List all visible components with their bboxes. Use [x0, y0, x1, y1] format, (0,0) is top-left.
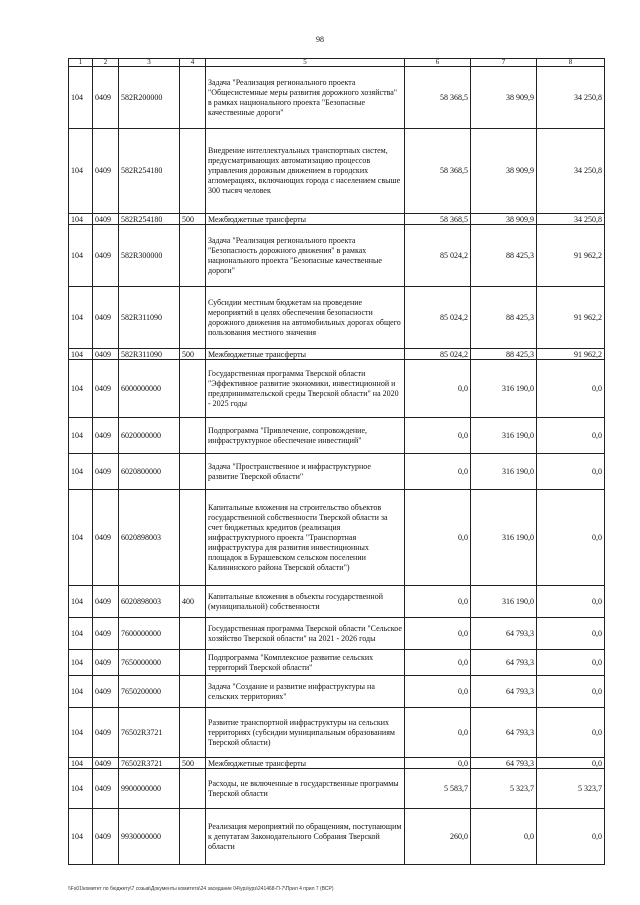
cell-amount-year3: 0,0 [537, 708, 605, 758]
table-row [69, 586, 605, 618]
cell-description: Задача "Реализация регионального проекта "Общесистемные меры развития дорожного хозяйства" в рамках национального проекта "Безопасные качественные дороги" [206, 67, 405, 129]
table-row [69, 214, 605, 225]
cell-amount-year3: 91 962,2 [537, 349, 605, 360]
cell-amount-year1: 85 024,2 [405, 225, 471, 287]
table-row [69, 490, 605, 586]
cell-amount-year3: 34 250,8 [537, 214, 605, 225]
cell-section: 104 [69, 67, 93, 129]
cell-amount-year1: 85 024,2 [405, 287, 471, 349]
cell-amount-year2: 38 909,9 [471, 214, 537, 225]
table-row [69, 225, 605, 287]
cell-expense-type [180, 618, 206, 650]
cell-description: Капитальные вложения на строительство объектов государственной собственности Тверской области за счет бюджетных кредитов (реализация инфраструктурного проекта "Транспортная инфраструктура для развития инвестиционных площадок в Бурашевском сельском поселении Калининского района Тверской области") [206, 490, 405, 586]
cell-amount-year2: 316 190,0 [471, 418, 537, 454]
table-row [69, 676, 605, 708]
cell-amount-year3: 0,0 [537, 650, 605, 676]
header-cell: 6 [405, 59, 471, 67]
table-row [69, 418, 605, 454]
cell-amount-year1: 85 024,2 [405, 349, 471, 360]
cell-expense-type [180, 650, 206, 676]
cell-target-code: 7600000000 [119, 618, 180, 650]
cell-section: 104 [69, 225, 93, 287]
cell-subsection: 0409 [93, 129, 119, 214]
cell-amount-year2: 64 793,3 [471, 618, 537, 650]
cell-amount-year3: 0,0 [537, 758, 605, 769]
cell-target-code: 582R311090 [119, 349, 180, 360]
table-row [69, 650, 605, 676]
cell-description: Субсидии местным бюджетам на проведение мероприятий в целях обеспечения безопасности дорожного движения на автомобильных дорогах общего пользования местного значения [206, 287, 405, 349]
cell-amount-year3: 0,0 [537, 676, 605, 708]
cell-amount-year1: 58 368,5 [405, 129, 471, 214]
table-row [69, 454, 605, 490]
cell-amount-year3: 0,0 [537, 454, 605, 490]
cell-subsection: 0409 [93, 708, 119, 758]
cell-expense-type [180, 809, 206, 865]
table-row [69, 618, 605, 650]
cell-amount-year2: 38 909,9 [471, 67, 537, 129]
cell-amount-year3: 0,0 [537, 809, 605, 865]
cell-amount-year3: 0,0 [537, 586, 605, 618]
cell-section: 104 [69, 708, 93, 758]
cell-expense-type: 500 [180, 349, 206, 360]
cell-amount-year2: 5 323,7 [471, 769, 537, 809]
cell-target-code: 582R200000 [119, 67, 180, 129]
cell-expense-type [180, 360, 206, 418]
table-row [69, 287, 605, 349]
cell-subsection: 0409 [93, 454, 119, 490]
cell-amount-year2: 64 793,3 [471, 650, 537, 676]
cell-expense-type [180, 67, 206, 129]
cell-description: Капитальные вложения в объекты государственной (муниципальной) собственности [206, 586, 405, 618]
cell-expense-type [180, 676, 206, 708]
cell-section: 104 [69, 490, 93, 586]
cell-expense-type [180, 490, 206, 586]
table-row [69, 360, 605, 418]
cell-target-code: 76502R3721 [119, 708, 180, 758]
cell-amount-year1: 58 368,5 [405, 214, 471, 225]
cell-amount-year3: 0,0 [537, 418, 605, 454]
cell-section: 104 [69, 454, 93, 490]
cell-section: 104 [69, 287, 93, 349]
cell-target-code: 6020000000 [119, 418, 180, 454]
cell-amount-year2: 316 190,0 [471, 586, 537, 618]
cell-section: 104 [69, 418, 93, 454]
cell-amount-year1: 0,0 [405, 490, 471, 586]
cell-amount-year3: 0,0 [537, 360, 605, 418]
cell-amount-year1: 260,0 [405, 809, 471, 865]
header-cell: 5 [206, 59, 405, 67]
cell-expense-type [180, 225, 206, 287]
cell-subsection: 0409 [93, 676, 119, 708]
cell-subsection: 0409 [93, 287, 119, 349]
budget-table [68, 58, 605, 865]
cell-amount-year1: 0,0 [405, 454, 471, 490]
cell-amount-year1: 58 368,5 [405, 67, 471, 129]
cell-subsection: 0409 [93, 360, 119, 418]
cell-section: 104 [69, 360, 93, 418]
cell-description: Межбюджетные трансферты [206, 214, 405, 225]
table-row [69, 129, 605, 214]
cell-amount-year2: 64 793,3 [471, 676, 537, 708]
cell-description: Реализация мероприятий по обращениям, поступающим к депутатам Законодательного Собрания Тверской области [206, 809, 405, 865]
cell-subsection: 0409 [93, 418, 119, 454]
cell-description: Расходы, не включенные в государственные программы Тверской области [206, 769, 405, 809]
cell-target-code: 6000000000 [119, 360, 180, 418]
cell-amount-year1: 0,0 [405, 650, 471, 676]
cell-amount-year2: 64 793,3 [471, 708, 537, 758]
cell-amount-year2: 38 909,9 [471, 129, 537, 214]
cell-subsection: 0409 [93, 225, 119, 287]
cell-subsection: 0409 [93, 809, 119, 865]
cell-amount-year3: 34 250,8 [537, 129, 605, 214]
cell-description: Межбюджетные трансферты [206, 758, 405, 769]
cell-amount-year2: 88 425,3 [471, 225, 537, 287]
table-row [69, 809, 605, 865]
cell-section: 104 [69, 214, 93, 225]
cell-amount-year2: 88 425,3 [471, 349, 537, 360]
header-cell: 2 [93, 59, 119, 67]
cell-amount-year2: 316 190,0 [471, 360, 537, 418]
cell-section: 104 [69, 676, 93, 708]
cell-subsection: 0409 [93, 650, 119, 676]
cell-subsection: 0409 [93, 214, 119, 225]
cell-subsection: 0409 [93, 769, 119, 809]
cell-description: Подпрограмма "Привлечение, сопровождение, инфраструктурное обеспечение инвестиций" [206, 418, 405, 454]
table-row [69, 769, 605, 809]
cell-amount-year2: 0,0 [471, 809, 537, 865]
cell-expense-type: 500 [180, 214, 206, 225]
cell-amount-year3: 0,0 [537, 490, 605, 586]
cell-target-code: 9900000000 [119, 769, 180, 809]
header-cell: 4 [180, 59, 206, 67]
cell-target-code: 7650000000 [119, 650, 180, 676]
cell-target-code: 7650200000 [119, 676, 180, 708]
cell-amount-year1: 0,0 [405, 676, 471, 708]
cell-description: Подпрограмма "Комплексное развитие сельских территорий Тверской области" [206, 650, 405, 676]
cell-amount-year3: 34 250,8 [537, 67, 605, 129]
cell-section: 104 [69, 129, 93, 214]
cell-description: Межбюджетные трансферты [206, 349, 405, 360]
cell-target-code: 582R311090 [119, 287, 180, 349]
cell-expense-type [180, 708, 206, 758]
cell-description: Задача "Создание и развитие инфраструктуры на сельских территориях" [206, 676, 405, 708]
page-number: 98 [316, 35, 324, 44]
cell-target-code: 6020898003 [119, 586, 180, 618]
cell-target-code: 6020898003 [119, 490, 180, 586]
cell-description: Развитие транспортной инфраструктуры на сельских территориях (субсидии муниципальным образованиям Тверской области) [206, 708, 405, 758]
cell-subsection: 0409 [93, 618, 119, 650]
cell-description: Задача "Пространственное и инфраструктурное развитие Тверской области" [206, 454, 405, 490]
cell-expense-type [180, 287, 206, 349]
cell-target-code: 9930000000 [119, 809, 180, 865]
cell-subsection: 0409 [93, 349, 119, 360]
cell-amount-year1: 0,0 [405, 360, 471, 418]
cell-description: Внедрение интеллектуальных транспортных систем, предусматривающих автоматизацию процессов управления дорожным движением в городских агломерациях, включающих города с населением свыше 300 тысяч человек [206, 129, 405, 214]
cell-amount-year2: 316 190,0 [471, 454, 537, 490]
cell-amount-year2: 88 425,3 [471, 287, 537, 349]
table-row [69, 67, 605, 129]
cell-section: 104 [69, 650, 93, 676]
header-cell: 3 [119, 59, 180, 67]
cell-target-code: 76502R3721 [119, 758, 180, 769]
table-row [69, 758, 605, 769]
cell-amount-year3: 5 323,7 [537, 769, 605, 809]
cell-section: 104 [69, 809, 93, 865]
header-cell: 7 [471, 59, 537, 67]
cell-expense-type [180, 454, 206, 490]
cell-section: 104 [69, 769, 93, 809]
cell-subsection: 0409 [93, 758, 119, 769]
cell-target-code: 582R300000 [119, 225, 180, 287]
cell-amount-year3: 91 962,2 [537, 287, 605, 349]
cell-description: Задача "Реализация регионального проекта "Безопасность дорожного движения" в рамках национального проекта "Безопасные качественные дороги" [206, 225, 405, 287]
cell-amount-year1: 0,0 [405, 708, 471, 758]
cell-amount-year3: 91 962,2 [537, 225, 605, 287]
cell-expense-type: 500 [180, 758, 206, 769]
cell-description: Государственная программа Тверской области "Эффективное развитие экономики, инвестиционной и предпринимательской среды Тверской области" на 2020 - 2025 годы [206, 360, 405, 418]
cell-amount-year2: 64 793,3 [471, 758, 537, 769]
cell-amount-year2: 316 190,0 [471, 490, 537, 586]
cell-section: 104 [69, 586, 93, 618]
table-row [69, 708, 605, 758]
cell-amount-year1: 0,0 [405, 418, 471, 454]
cell-amount-year1: 0,0 [405, 758, 471, 769]
cell-target-code: 582R254180 [119, 214, 180, 225]
cell-section: 104 [69, 758, 93, 769]
header-row [69, 59, 605, 67]
cell-target-code: 6020800000 [119, 454, 180, 490]
file-path-footer: \\Fs01\комитет по бюджету\7 созыв\Документы комитета\24 заседание 04\урз\урз\241468-П-7\Прил 4 прил 7 (ВСР) [68, 886, 334, 892]
cell-subsection: 0409 [93, 67, 119, 129]
cell-expense-type [180, 418, 206, 454]
table-row [69, 349, 605, 360]
cell-expense-type [180, 129, 206, 214]
cell-expense-type: 400 [180, 586, 206, 618]
cell-amount-year1: 0,0 [405, 618, 471, 650]
header-cell: 1 [69, 59, 93, 67]
cell-target-code: 582R254180 [119, 129, 180, 214]
cell-section: 104 [69, 349, 93, 360]
cell-amount-year1: 5 583,7 [405, 769, 471, 809]
cell-amount-year1: 0,0 [405, 586, 471, 618]
cell-subsection: 0409 [93, 490, 119, 586]
cell-description: Государственная программа Тверской области "Сельское хозяйство Тверской области" на 2021 - 2026 годы [206, 618, 405, 650]
cell-section: 104 [69, 618, 93, 650]
cell-subsection: 0409 [93, 586, 119, 618]
header-cell: 8 [537, 59, 605, 67]
cell-expense-type [180, 769, 206, 809]
cell-amount-year3: 0,0 [537, 618, 605, 650]
